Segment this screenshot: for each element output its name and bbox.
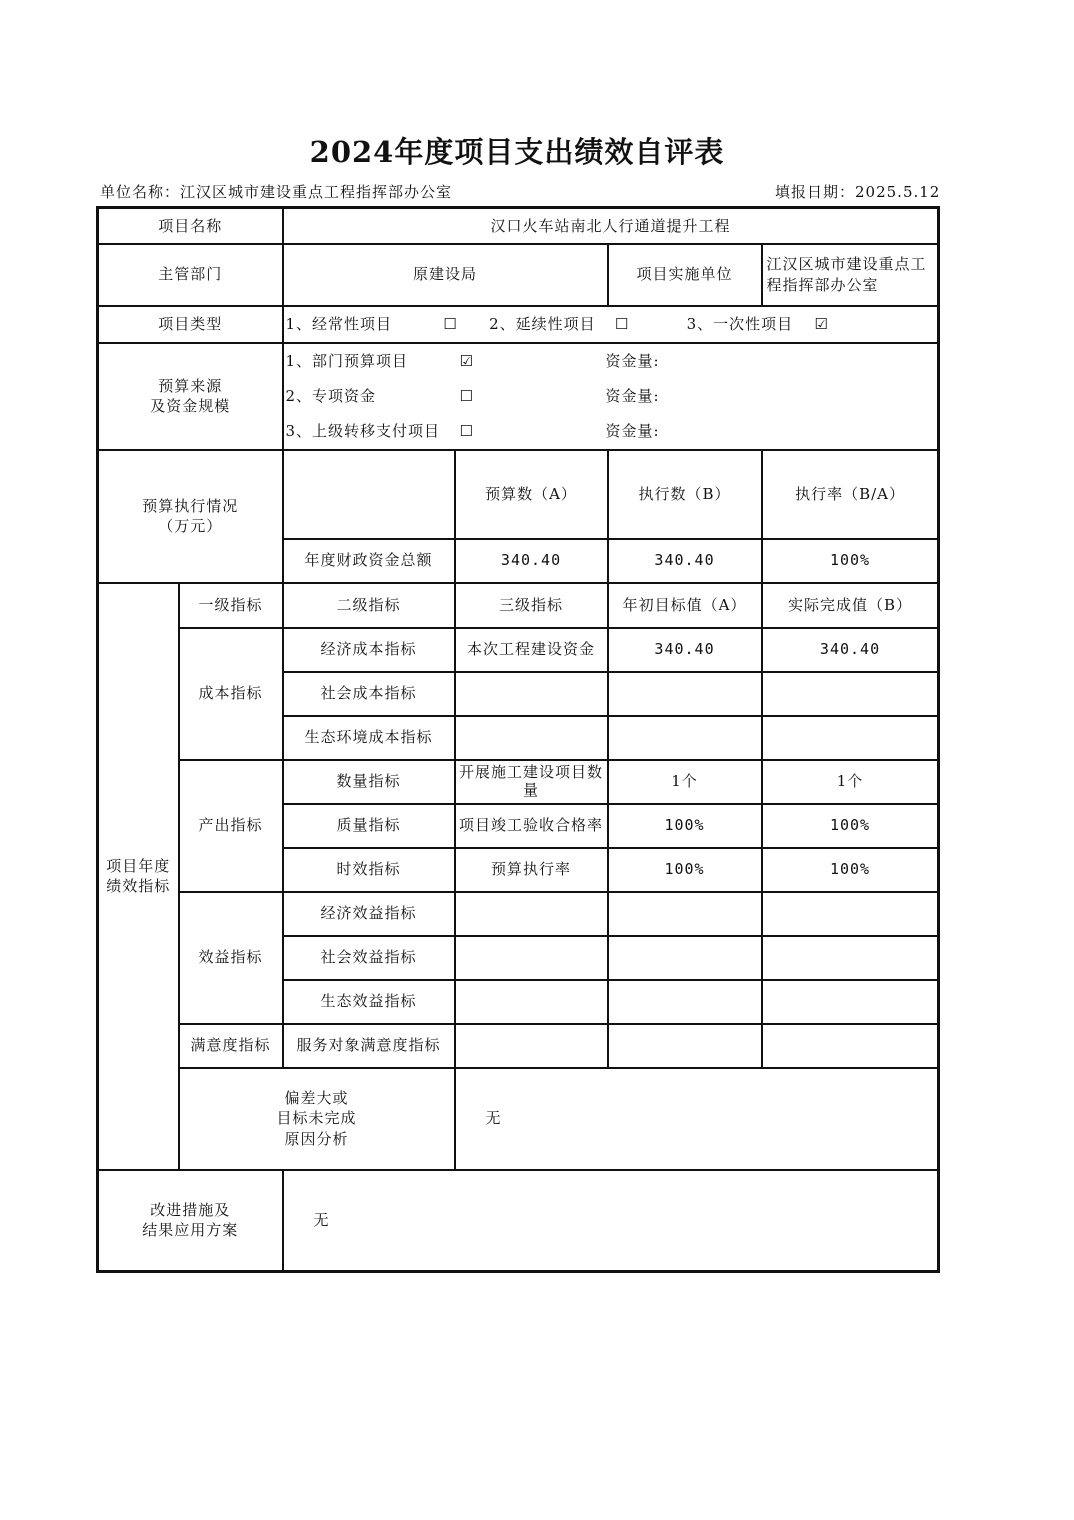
level3-cell: 开展施工建设项目数量	[455, 760, 608, 804]
execution-rate: 100%	[762, 539, 939, 583]
annual-fund-label: 年度财政资金总额	[283, 539, 455, 583]
row-budget-source	[98, 343, 939, 450]
col-header-level1: 一级指标	[179, 583, 283, 628]
target-cell: 100%	[608, 804, 762, 848]
indicator-group-cost: 成本指标	[179, 628, 283, 760]
deviation-label: 偏差大或 目标未完成 原因分析	[179, 1068, 455, 1170]
budget-source-item: 2、专项资金 ☐ 资金量:	[284, 379, 938, 414]
level3-cell	[455, 672, 608, 716]
level2-cell: 经济成本指标	[283, 628, 455, 672]
target-cell	[608, 980, 762, 1024]
col-header-budget: 预算数（A）	[455, 450, 608, 539]
fund-amount-label: 资金量:	[605, 386, 660, 405]
actual-cell	[762, 672, 939, 716]
execution-blank	[283, 450, 455, 539]
level3-cell: 项目竣工验收合格率	[455, 804, 608, 848]
table-row	[98, 892, 939, 936]
row-project-name	[98, 208, 939, 244]
page-title: 2024年度项目支出绩效自评表	[309, 135, 725, 169]
level3-cell: 本次工程建设资金	[455, 628, 608, 672]
col-header-rate: 执行率（B/A）	[762, 450, 939, 539]
type-option-label: 3、一次性项目	[686, 314, 794, 333]
checkbox-icon[interactable]: ☐	[614, 314, 630, 333]
target-cell	[608, 672, 762, 716]
target-cell: 1个	[608, 760, 762, 804]
level3-cell: 预算执行率	[455, 848, 608, 892]
indicator-group-satisfaction: 满意度指标	[179, 1024, 283, 1068]
col-header-executed: 执行数（B）	[608, 450, 762, 539]
project-type-options	[283, 306, 939, 343]
checkbox-icon[interactable]: ☐	[443, 314, 458, 333]
project-type-label: 项目类型	[98, 306, 283, 343]
table-row	[98, 760, 939, 804]
budget-amount: 340.40	[455, 539, 608, 583]
evaluation-table	[96, 206, 940, 1273]
level2-cell: 数量指标	[283, 760, 455, 804]
unit-name: 单位名称：江汉区城市建设重点工程指挥部办公室	[100, 183, 453, 201]
dept-value: 原建设局	[283, 244, 608, 306]
level2-cell: 经济效益指标	[283, 892, 455, 936]
target-cell	[608, 892, 762, 936]
row-execution-header	[98, 450, 939, 539]
execution-label: 预算执行情况 （万元）	[98, 450, 283, 583]
fund-amount-label: 资金量:	[605, 351, 660, 370]
actual-cell: 100%	[762, 848, 939, 892]
level3-cell	[455, 1024, 608, 1068]
dept-label: 主管部门	[98, 244, 283, 306]
actual-cell	[762, 1024, 939, 1068]
actual-cell: 340.40	[762, 628, 939, 672]
executed-amount: 340.40	[608, 539, 762, 583]
level2-cell: 服务对象满意度指标	[283, 1024, 455, 1068]
level3-cell	[455, 892, 608, 936]
impl-unit-label: 项目实施单位	[608, 244, 762, 306]
budget-source-item: 1、部门预算项目 ☑ 资金量:	[284, 344, 938, 379]
actual-cell: 1个	[762, 760, 939, 804]
level3-cell	[455, 716, 608, 760]
table-row	[98, 1024, 939, 1068]
indicator-section-label: 项目年度 绩效指标	[98, 583, 179, 1170]
level2-cell: 质量指标	[283, 804, 455, 848]
target-cell: 100%	[608, 848, 762, 892]
type-option-label: 2、延续性项目	[489, 314, 596, 333]
project-name-label: 项目名称	[98, 208, 283, 244]
row-department	[98, 244, 939, 306]
level3-cell	[455, 936, 608, 980]
target-cell: 340.40	[608, 628, 762, 672]
target-cell	[608, 936, 762, 980]
row-indicator-header	[98, 583, 939, 628]
improvement-value: 无	[283, 1170, 939, 1272]
indicator-group-output: 产出指标	[179, 760, 283, 892]
indicator-group-benefit: 效益指标	[179, 892, 283, 1024]
row-deviation	[98, 1068, 939, 1170]
row-project-type	[98, 306, 939, 343]
level2-cell: 生态环境成本指标	[283, 716, 455, 760]
table-row	[98, 628, 939, 672]
actual-cell	[762, 980, 939, 1024]
target-cell	[608, 716, 762, 760]
actual-cell	[762, 936, 939, 980]
budget-source-items	[283, 343, 939, 450]
col-header-actual: 实际完成值（B）	[762, 583, 939, 628]
level3-cell	[455, 980, 608, 1024]
actual-cell	[762, 892, 939, 936]
checked-checkbox-icon[interactable]: ☑	[459, 351, 474, 370]
actual-cell: 100%	[762, 804, 939, 848]
target-cell	[608, 1024, 762, 1068]
actual-cell	[762, 716, 939, 760]
col-header-level2: 二级指标	[283, 583, 455, 628]
checkbox-icon[interactable]: ☐	[459, 386, 474, 405]
col-header-target: 年初目标值（A）	[608, 583, 762, 628]
project-name-value: 汉口火车站南北人行通道提升工程	[283, 208, 939, 244]
type-option-label: 1、经常性项目	[285, 314, 393, 333]
level2-cell: 社会成本指标	[283, 672, 455, 716]
budget-source-item: 3、上级转移支付项目 ☐ 资金量:	[284, 414, 938, 449]
impl-unit-value: 江汉区城市建设重点工程指挥部办公室	[762, 244, 939, 306]
row-improvement	[98, 1170, 939, 1272]
col-header-level3: 三级指标	[455, 583, 608, 628]
improvement-label: 改进措施及 结果应用方案	[98, 1170, 283, 1272]
checked-checkbox-icon[interactable]: ☑	[814, 314, 829, 333]
level2-cell: 时效指标	[283, 848, 455, 892]
budget-source-label: 预算来源 及资金规模	[98, 343, 283, 450]
deviation-value: 无	[455, 1068, 939, 1170]
fill-date: 填报日期：2025.5.12	[775, 183, 941, 201]
checkbox-icon[interactable]: ☐	[459, 421, 474, 440]
fund-amount-label: 资金量:	[605, 421, 660, 440]
level2-cell: 生态效益指标	[283, 980, 455, 1024]
level2-cell: 社会效益指标	[283, 936, 455, 980]
